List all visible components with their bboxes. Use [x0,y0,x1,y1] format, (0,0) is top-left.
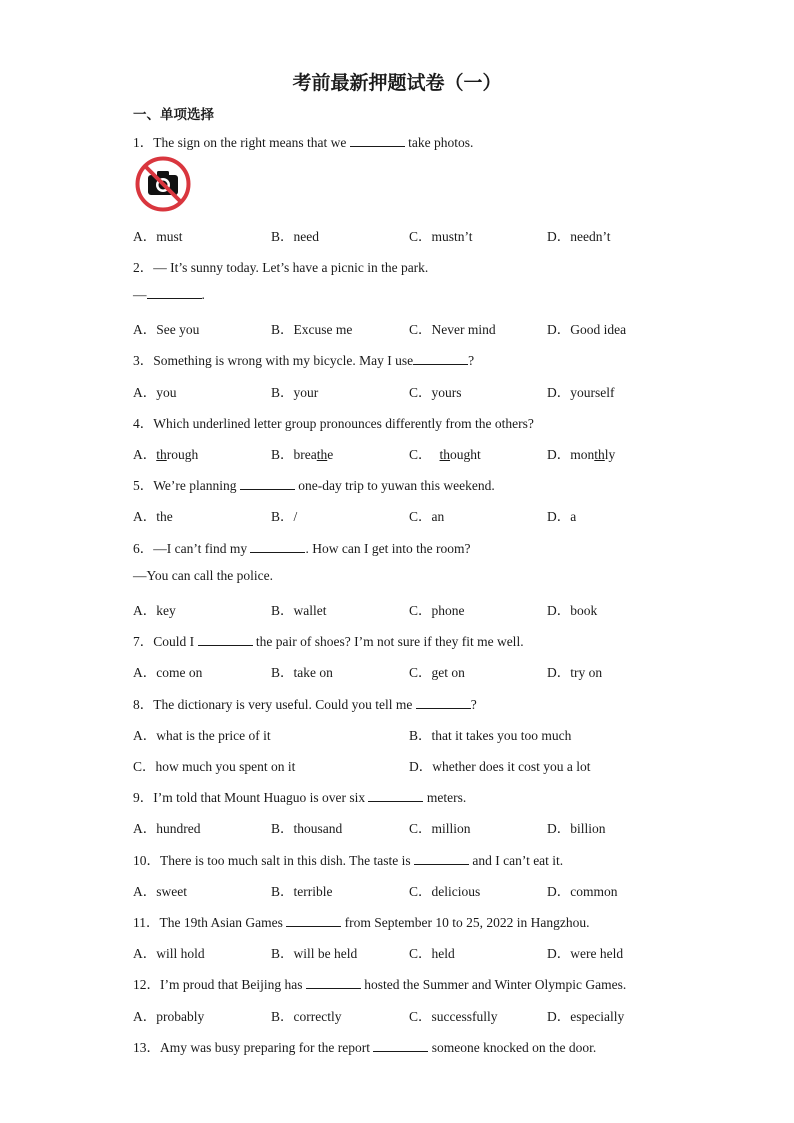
answer-blank [373,1040,428,1052]
q11-option-b[interactable]: B．will be held [271,946,358,961]
question-11: 11．The 19th Asian Games from September 10 to 25, 2022 in Hangzhou. [133,915,590,930]
q9-option-d[interactable]: D．billion [547,821,606,836]
page-title: 考前最新押题试卷（一） [292,72,502,94]
question-1: 1．The sign on the right means that we take photos. [133,135,474,150]
question-2: 2．— It’s sunny today. Let’s have a picnic in the park. [133,260,429,275]
q3-option-d[interactable]: D．yourself [547,385,615,400]
q12-option-a[interactable]: A．probably [133,1009,205,1024]
q6-option-d[interactable]: D．book [547,603,598,618]
q7-option-c[interactable]: C．get on [409,665,465,680]
q6-option-a[interactable]: A．key [133,603,176,618]
q7-option-d[interactable]: D．try on [547,665,603,680]
answer-blank [286,915,341,927]
question-8: 8．The dictionary is very useful. Could you tell me ? [133,697,477,712]
answer-blank [350,135,405,147]
q5-option-b[interactable]: B．/ [271,509,298,524]
q8-option-c[interactable]: C．how much you spent on it [133,759,296,774]
q4-option-c[interactable]: C． thought [409,447,481,462]
q11-option-a[interactable]: A．will hold [133,946,205,961]
answer-blank [414,853,469,865]
q10-option-b[interactable]: B．terrible [271,884,333,899]
question-5: 5．We’re planning one-day trip to yuwan this weekend. [133,478,495,493]
q2-option-c[interactable]: C．Never mind [409,322,496,337]
q4-option-a[interactable]: A．through [133,447,199,462]
no-photography-icon [134,155,192,213]
q5-option-c[interactable]: C．an [409,509,445,524]
answer-blank [416,697,471,709]
answer-blank [250,541,305,553]
q6-option-b[interactable]: B．wallet [271,603,327,618]
q1-option-b[interactable]: B．need [271,229,319,244]
q4-option-b[interactable]: B．breathe [271,447,334,462]
q2-option-a[interactable]: A．See you [133,322,200,337]
q2-option-b[interactable]: B．Excuse me [271,322,353,337]
question-9: 9．I’m told that Mount Huaguo is over six meters. [133,790,467,805]
answer-blank [198,634,253,646]
q10-option-c[interactable]: C．delicious [409,884,481,899]
q2-option-d[interactable]: D．Good idea [547,322,627,337]
q12-option-d[interactable]: D．especially [547,1009,625,1024]
q10-option-d[interactable]: D．common [547,884,618,899]
answer-blank [306,977,361,989]
q9-option-a[interactable]: A．hundred [133,821,201,836]
q8-option-b[interactable]: B．that it takes you too much [409,728,572,743]
q9-option-c[interactable]: C．million [409,821,471,836]
question-6-reply: —You can call the police. [133,568,273,583]
section-heading: 一、单项选择 [133,107,214,123]
answer-blank [240,478,295,490]
q3-option-b[interactable]: B．your [271,385,319,400]
question-6: 6．—I can’t find my . How can I get into the room? [133,541,471,556]
answer-blank [368,790,423,802]
q10-option-a[interactable]: A．sweet [133,884,187,899]
question-13: 13．Amy was busy preparing for the report someone knocked on the door. [133,1040,597,1055]
q1-option-a[interactable]: A．must [133,229,183,244]
q11-option-c[interactable]: C．held [409,946,455,961]
q7-option-a[interactable]: A．come on [133,665,203,680]
q3-option-a[interactable]: A．you [133,385,177,400]
question-10: 10．There is too much salt in this dish. The taste is and I can’t eat it. [133,853,564,868]
question-7: 7．Could I the pair of shoes? I’m not sure if they fit me well. [133,634,524,649]
q4-option-d[interactable]: D．monthly [547,447,616,462]
q1-option-c[interactable]: C．mustn’t [409,229,473,244]
answer-blank [413,353,468,365]
question-2-reply: — . [133,287,205,302]
question-4: 4．Which underlined letter group pronounces differently from the others? [133,416,534,431]
q8-option-a[interactable]: A．what is the price of it [133,728,271,743]
q8-option-d[interactable]: D．whether does it cost you a lot [409,759,591,774]
answer-blank [147,287,202,299]
q6-option-c[interactable]: C．phone [409,603,465,618]
q12-option-b[interactable]: B．correctly [271,1009,342,1024]
q5-option-a[interactable]: A．the [133,509,173,524]
q7-option-b[interactable]: B．take on [271,665,333,680]
q9-option-b[interactable]: B．thousand [271,821,343,836]
question-12: 12．I’m proud that Beijing has hosted the Summer and Winter Olympic Games. [133,977,627,992]
q5-option-d[interactable]: D．a [547,509,577,524]
q11-option-d[interactable]: D．were held [547,946,624,961]
q12-option-c[interactable]: C．successfully [409,1009,498,1024]
q3-option-c[interactable]: C．yours [409,385,462,400]
q1-option-d[interactable]: D．needn’t [547,229,611,244]
question-3: 3．Something is wrong with my bicycle. May I use ? [133,353,475,368]
